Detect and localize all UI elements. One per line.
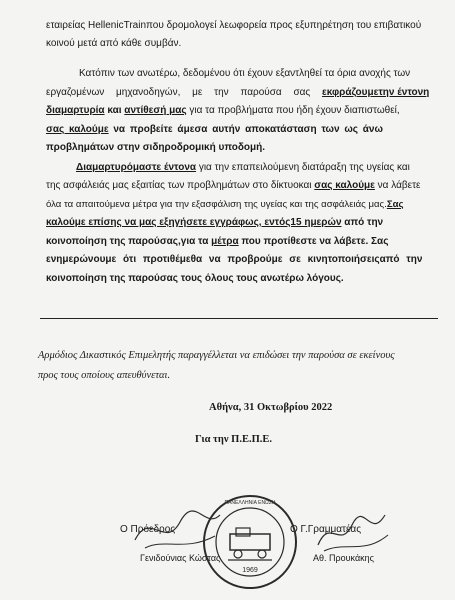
signed-for-label: Για την Π.Ε.Π.Ε. [195,434,273,445]
paragraph-1-line-2: κοινού μετά από κάθε συμβάν. [46,38,182,49]
emphasis-underlined: καλούμε επίσης να μας εξηγήσετε εγγράφως, εντός15 ημερών [46,217,342,228]
emphasis-underlined: Διαμαρτυρόμαστε έντονα [76,162,197,173]
paragraph-1-line-1: εταιρείας HellenicTrainπου δρομολογεί λεωφορεία προς εξυπηρέτηση του επιβατικού [46,20,422,31]
document-date: Αθήνα, 31 Οκτωβρίου 2022 [209,402,333,413]
paragraph-3-line-7: κοινοποίηση της παρούσας τους όλους τους ανωτέρω λόγους. [46,273,344,284]
secretary-name: Αθ. Προυκάκης [313,553,374,563]
horizontal-rule [40,318,438,319]
emphasis-underlined: σας καλούμε [314,180,375,191]
president-name: Γενιδούνιας Κώστας [140,553,221,563]
paragraph-3-line-1 [76,160,410,175]
text-segment: όλα τα απαιτούμενα μέτρα για την εξασφάλιση της υγείας και της ασφάλειάς μας. [46,199,387,210]
text-segment: για τα προβλήματα που ήδη έχουν διαπιστωθεί, [189,105,400,116]
text-segment: από την [344,217,384,228]
bailiff-line-1: Αρμόδιος Δικαστικός Επιμελητής παραγγέλλεται να επιδώσει την παρούσα σε εκείνους [38,350,395,361]
paragraph-3-line-5 [46,234,388,249]
text-segment: να προβείτε άμεσα αυτήν αποκατάσταση των ως άνω [113,124,383,135]
paragraph-2-line-1: Κατόπιν των ανωτέρω, δεδομένου ότι έχουν εξαντληθεί τα όρια ανοχής των [79,68,411,79]
paragraph-2-line-3 [46,103,400,118]
emphasis-underlined: μέτρα [211,236,239,247]
emphasis-underlined: Σας [386,199,404,210]
bailiff-line-2: προς τους οποίους απευθύνεται. [38,370,171,381]
emphasis-underlined: αντίθεσή μας [124,105,187,116]
secretary-title: Ο Γ.Γραμματέας [290,524,362,535]
text-segment: για την επαπειλούμενη διατάραξη της υγείας και [198,162,410,173]
paragraph-3-line-3 [46,197,403,212]
text-segment: που προτίθεστε να λάβετε. Σας [241,236,389,247]
official-stamp [200,492,300,592]
train-icon [228,528,272,560]
paragraph-3-line-4 [46,215,383,230]
text-segment: να λάβετε [377,180,421,191]
paragraph-3-line-6: ενημερώνουμε ότι προτιθέμεθα να προβρούμε σε κινητοποιήσειςαπό την [46,254,423,265]
president-title: Ο Πρόεδρος [120,524,176,535]
text-segment: εργαζομένων μηχανοδηγών, με την παρούσα σας [46,87,311,98]
text-segment: και [107,105,122,116]
paragraph-2-line-2 [46,85,429,100]
emphasis-underlined: σας καλούμε [46,124,109,135]
paragraph-2-line-4 [46,122,383,137]
paragraph-2-line-5: προβλημάτων στην σιδηροδρομική υποδομή. [46,142,266,153]
stamp-year: 1969 [242,567,258,574]
stamp-outer-text: ΠΑΝΕΛΛΗΝΙΑ ΕΝΩΣΗ [224,500,276,506]
secretary-signature [310,505,395,560]
paragraph-3-line-2 [46,178,420,193]
emphasis-underlined: εκφράζουμετην έντονη [322,87,430,98]
emphasis-underlined: διαμαρτυρία [46,105,105,116]
text-segment: της ασφάλειάς μας εξαιτίας των προβλημάτων στο δίκτυοκαι [46,180,312,191]
text-segment: κοινοποίηση της παρούσας,για τα [46,236,209,247]
